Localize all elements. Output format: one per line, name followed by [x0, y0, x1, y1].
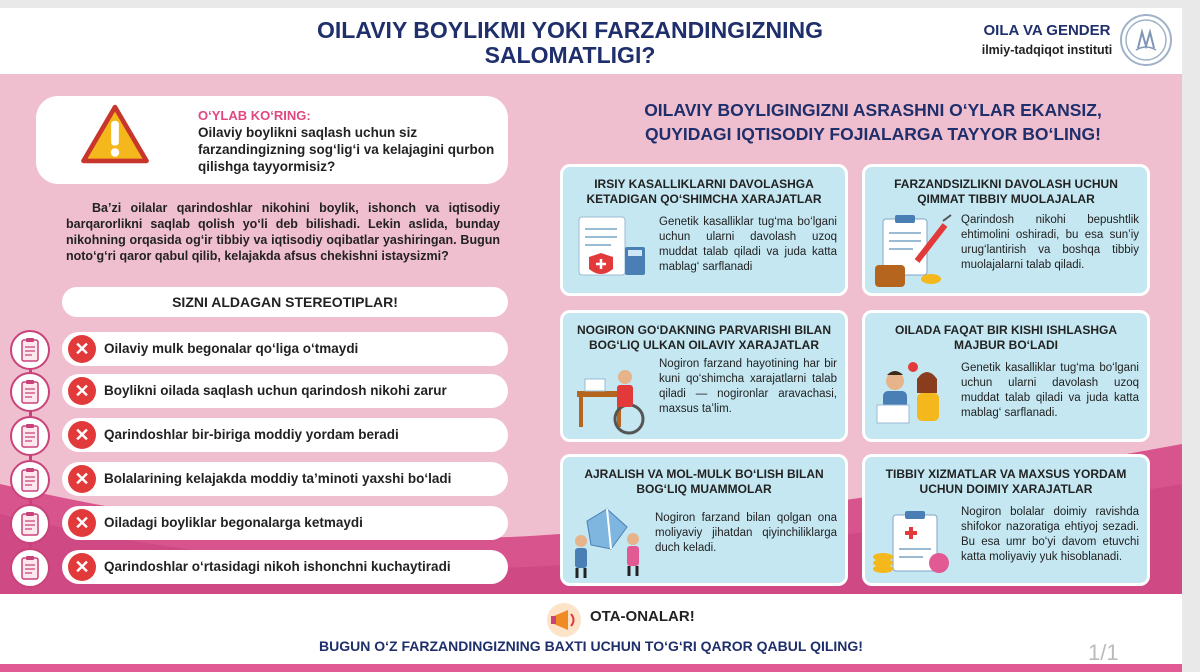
card-title: AJRALISH VA MOL-MULK BO‘LISH BILAN BOG‘LIQ MUAMMOLAR: [584, 467, 824, 496]
consequence-card: [862, 454, 1150, 586]
card-title: NOGIRON GO‘DAKNING PARVARISHI BILAN BOG‘LIQ ULKAN OILAVIY XARAJATLAR: [576, 323, 831, 352]
think-text: Oilaviy boylikni saqlash uchun siz farzandingizning sog‘lig‘i va kelajagini qurbon qilishga tayyormisiz?: [198, 125, 495, 174]
org-subtitle: ilmiy-tadqiqot instituti: [981, 43, 1113, 57]
stereotype-pill: [62, 462, 508, 496]
medical-costs-icon: [871, 507, 953, 583]
working-parent-icon: [869, 359, 955, 435]
card-text: Qarindosh nikohi bepushtlik ehtimolini oshiradi, bu esa sun’iy urug‘lantirish va boshqa tibbiy muolajalarni talab qiladi.: [961, 214, 1139, 271]
stereotype-label: Oiladagi boyliklar begonalarga ketmaydi: [104, 515, 363, 530]
card-text: Genetik kasalliklar tug‘ma bo‘lgani uchun ularni davolash uzoq muddat talab qiladi va juda katta mablag‘ sarflanadi.: [961, 362, 1139, 419]
footer-title: OTA-ONALAR!: [590, 608, 695, 625]
card-title: OILADA FAQAT BIR KISHI ISHLASHGA MAJBUR BO‘LADI: [895, 323, 1117, 352]
clipboard-icon: [10, 372, 50, 412]
card-text: Genetik kasalliklar tug‘ma bo‘lgani uchun ularni davolash uzoq muddat talab qiladi va juda katta mablag‘ sarflanadi: [659, 216, 837, 273]
stereotype-item: [10, 506, 510, 540]
cross-icon: ✕: [68, 553, 96, 581]
org-name: OILA VA GENDER: [983, 22, 1111, 39]
title-line-1: OILAVIY BOYLIKMI YOKI FARZANDINGIZNING: [316, 17, 824, 43]
cross-icon: ✕: [68, 465, 96, 493]
card-title: IRSIY KASALLIKLARNI DAVOLASHGA KETADIGAN QO‘SHIMCHA XARAJATLAR: [586, 177, 822, 206]
institute-logo-icon: [1120, 14, 1172, 66]
stereotype-pill: [62, 418, 508, 452]
divorce-couple-icon: [567, 501, 651, 581]
consequences-heading-line-2: QUYIDAGI IQTISODIY FOJIALARGA TAYYOR BO‘LING!: [644, 124, 1101, 144]
clipboard-icon: [10, 548, 50, 588]
card-text: Nogiron farzand hayotining har bir kuni qo‘shimcha xarajatlarni talab qiladi — nogironlar aravachasi, maxsus ta’lim.: [659, 358, 837, 415]
page-indicator: 1/1: [1088, 640, 1119, 665]
card-text: Nogiron bolalar doimiy ravishda shifokor nazoratiga ehtiyoj sezadi. Bu esa umr bo‘yi davom etuvchi katta moliyaviy yuk hisoblanadi.: [961, 506, 1139, 563]
cross-icon: ✕: [68, 335, 96, 363]
cross-icon: ✕: [68, 509, 96, 537]
stereotype-pill: [62, 374, 508, 408]
consequences-heading: [590, 98, 1156, 146]
stereotype-label: Oilaviy mulk begonalar qo‘liga o‘tmaydi: [104, 341, 359, 356]
cross-icon: ✕: [68, 421, 96, 449]
intro-paragraph: Ba’zi oilalar qarindoshlar nikohini boylik, ishonch va iqtisodiy barqarorlikni saqlab qolish yo‘li deb bilishadi. Lekin aslida, bunday nikohning orqasida og‘ir tibbiy va iqtisodiy oqibatlar yashiringan. Bugun noto‘g‘ri qaror qabul qilib, kelajakda afsus chekishni istaysizmi?: [66, 201, 500, 263]
header: [0, 8, 1182, 74]
page-title: [250, 18, 890, 68]
megaphone-icon: [546, 602, 582, 638]
clipboard-icon: [10, 504, 50, 544]
footer-strip: [0, 664, 1182, 672]
stereotype-pill: [62, 550, 508, 584]
consequences-heading-line-1: OILAVIY BOYLIGINGIZNI ASRASHNI O‘YLAR EKANSIZ,: [644, 100, 1102, 120]
consequence-card: [560, 164, 848, 296]
wheelchair-child-icon: [571, 361, 651, 437]
footer-text: BUGUN O‘Z FARZANDINGIZNING BAXTI UCHUN TO‘G‘RI QAROR QABUL QILING!: [319, 638, 863, 654]
stereotype-item: [10, 550, 510, 584]
stereotypes-heading: SIZNI ALDAGAN STEREOTIPLAR!: [62, 287, 508, 317]
card-title: FARZANDSIZLIKNI DAVOLASH UCHUN QIMMAT TIBBIY MUOLAJALAR: [894, 177, 1118, 206]
clipboard-icon: [10, 460, 50, 500]
stereotype-item: [10, 374, 510, 408]
stereotype-label: Bolalarining kelajakda moddiy ta’minoti yaxshi bo‘ladi: [104, 471, 452, 486]
stereotype-item: [10, 418, 510, 452]
title-line-2: SALOMATLIGI?: [484, 42, 656, 68]
consequence-card: [862, 310, 1150, 442]
think-title: O‘YLAB KO‘RING:: [198, 108, 311, 123]
stereotype-label: Boylikni oilada saqlash uchun qarindosh nikohi zarur: [104, 383, 447, 398]
consequence-card: [560, 310, 848, 442]
think-box: [36, 96, 508, 184]
main-content: [0, 74, 1182, 594]
card-text: Nogiron farzand bilan qolgan ona moliyaviy jihatdan qiyinchiliklarga duch keladi.: [655, 512, 837, 554]
card-title: TIBBIY XIZMATLAR VA MAXSUS YORDAM UCHUN DOIMIY XARAJATLAR: [885, 467, 1127, 496]
stereotype-item: [10, 332, 510, 366]
consequence-card: [862, 164, 1150, 296]
stereotype-label: Qarindoshlar o‘rtasidagi nikoh ishonchni kuchaytiradi: [104, 559, 451, 574]
clipboard-icon: [10, 416, 50, 456]
top-bar: [0, 0, 1200, 8]
warning-icon: [70, 104, 160, 164]
stereotype-label: Qarindoshlar bir-biriga moddiy yordam beradi: [104, 427, 399, 442]
footer-banner: [0, 594, 1182, 664]
stereotype-item: [10, 462, 510, 496]
consequence-card: [560, 454, 848, 586]
clipboard-icon: [10, 330, 50, 370]
cross-icon: ✕: [68, 377, 96, 405]
org-block: [980, 22, 1114, 57]
stereotype-pill: [62, 332, 508, 366]
stereotype-pill: [62, 506, 508, 540]
medical-bills-icon: [571, 213, 651, 285]
syringe-pills-icon: [869, 211, 955, 291]
viewer-gutter: [1182, 8, 1200, 672]
